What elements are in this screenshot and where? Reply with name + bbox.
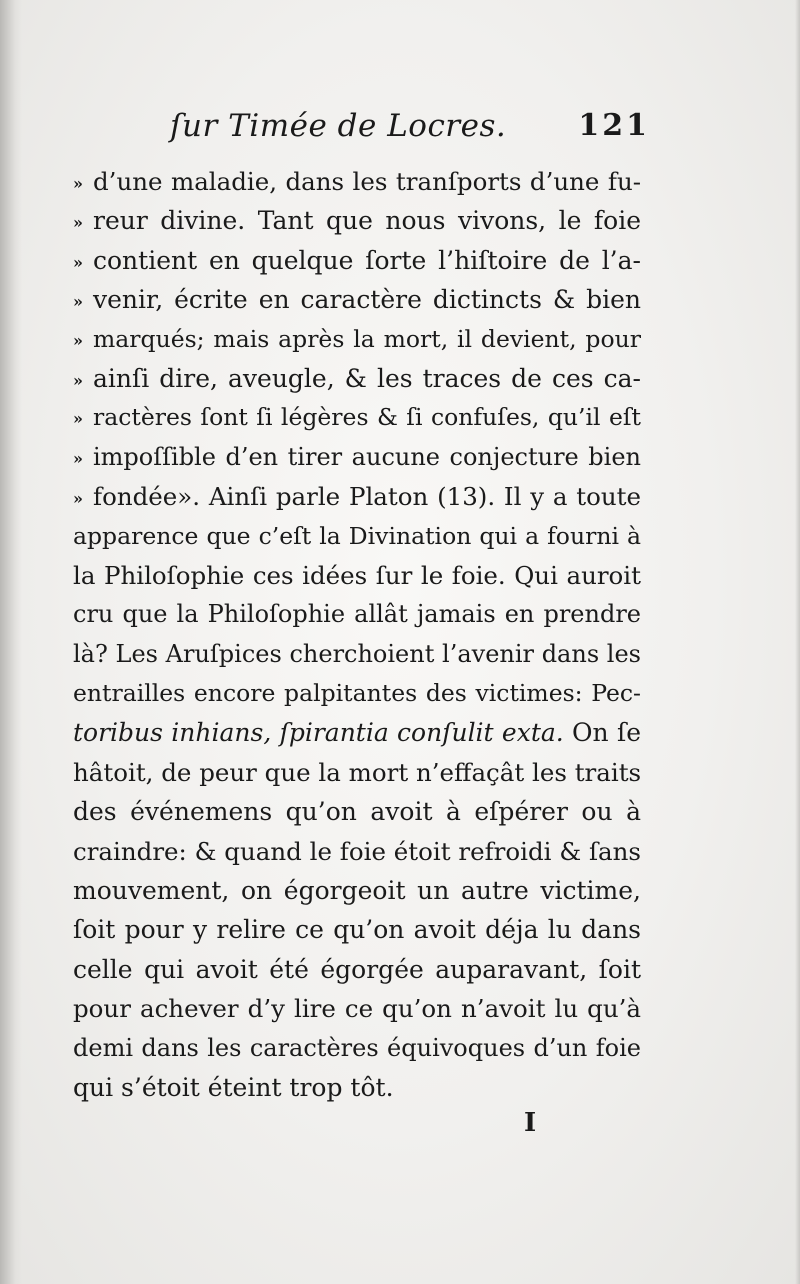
text-line: [73, 950, 641, 989]
quote-mark: »: [73, 370, 82, 390]
text-line: [73, 832, 641, 871]
line-text: craindre: & quand le foie étoit refroidi & ſans: [73, 836, 641, 866]
line-text: ainſi dire, aveugle, & les traces de ces ca-: [93, 363, 641, 393]
line-text: marqués; mais après la mort, il devient, pour: [93, 324, 641, 353]
line-text: là? Les Aruſpices cherchoient l’avenir dans les: [73, 639, 641, 668]
text-line: [73, 162, 641, 201]
text-line: [73, 280, 641, 319]
page-number: 121: [578, 108, 650, 143]
text-line: [73, 556, 641, 595]
text-line: [73, 753, 641, 792]
quote-mark: »: [73, 330, 82, 350]
text-line: [73, 477, 641, 516]
line-text: la Philoſophie ces idées ſur le foie. Qui auroit: [73, 560, 641, 590]
line-text: apparence que c’eſt la Divination qui a fourni à: [73, 521, 641, 550]
line-text: qui s’étoit éteint trop tôt.: [73, 1072, 394, 1102]
text-line: [73, 398, 641, 437]
text-line: [73, 438, 641, 477]
line-text: mouvement, on égorgeoit un autre victime,: [73, 876, 641, 906]
quote-mark: »: [73, 448, 82, 468]
line-text: On ſe: [563, 718, 641, 748]
line-text: cru que la Philoſophie allât jamais en prendre: [73, 600, 641, 629]
page-header: [170, 108, 650, 152]
catchword: I: [524, 1108, 537, 1138]
line-text: fondée». Ainſi parle Platon (13). Il y a toute: [93, 482, 641, 512]
line-text: d’une maladie, dans les tranſports d’une fu-: [93, 167, 641, 196]
line-text: impoſſible d’en tirer aucune conjecture bien: [93, 442, 641, 471]
text-line: [73, 1029, 641, 1068]
text-line: [73, 910, 641, 949]
line-text: celle qui avoit été égorgée auparavant, ſoit: [73, 954, 641, 984]
quote-mark: »: [73, 489, 82, 509]
text-line: [73, 674, 641, 713]
line-text: ſoit pour y relire ce qu’on avoit déja lu dans: [73, 915, 641, 945]
quote-mark: »: [73, 292, 82, 312]
quote-mark: »: [73, 252, 82, 272]
text-line: [73, 320, 641, 359]
text-line: [73, 201, 641, 240]
body-text: [73, 162, 641, 1107]
line-text: des événemens qu’on avoit à eſpérer ou à: [73, 797, 641, 827]
latin-quotation: toribus inhians, ſpirantia conſulit exta.: [73, 718, 564, 748]
quote-mark: »: [73, 174, 82, 193]
text-line: [73, 595, 641, 634]
text-line: [73, 713, 641, 752]
line-text: pour achever d’y lire ce qu’on n’avoit lu qu’à: [73, 994, 641, 1024]
quote-mark: »: [73, 409, 82, 429]
gutter-shadow: [0, 0, 22, 1284]
line-text: hâtoit, de peur que la mort n’effaçât les traits: [73, 757, 642, 787]
page-edge: [795, 0, 800, 1284]
line-text: contient en quelque ſorte l’hiſtoire de l’a-: [93, 245, 641, 275]
text-line: [73, 359, 641, 398]
text-line: [73, 989, 641, 1028]
text-line: [73, 241, 641, 280]
line-text: demi dans les caractères équivoques d’un foie: [73, 1033, 641, 1062]
quote-mark: »: [73, 213, 82, 233]
text-line: [73, 1068, 641, 1107]
text-line: [73, 792, 641, 831]
line-text: venir, écrite en caractère dictincts & bien: [93, 285, 641, 315]
line-text: ractères ſont ſi légères & ſi confuſes, qu’il eſt: [93, 403, 641, 432]
text-line: [73, 635, 641, 674]
text-line: [73, 517, 641, 556]
line-text: reur divine. Tant que nous vivons, le foie: [93, 206, 641, 236]
line-text: entrailles encore palpitantes des victimes: Pec-: [73, 679, 641, 708]
text-line: [73, 871, 641, 910]
running-title: ſur Timée de Locres.: [170, 108, 507, 144]
